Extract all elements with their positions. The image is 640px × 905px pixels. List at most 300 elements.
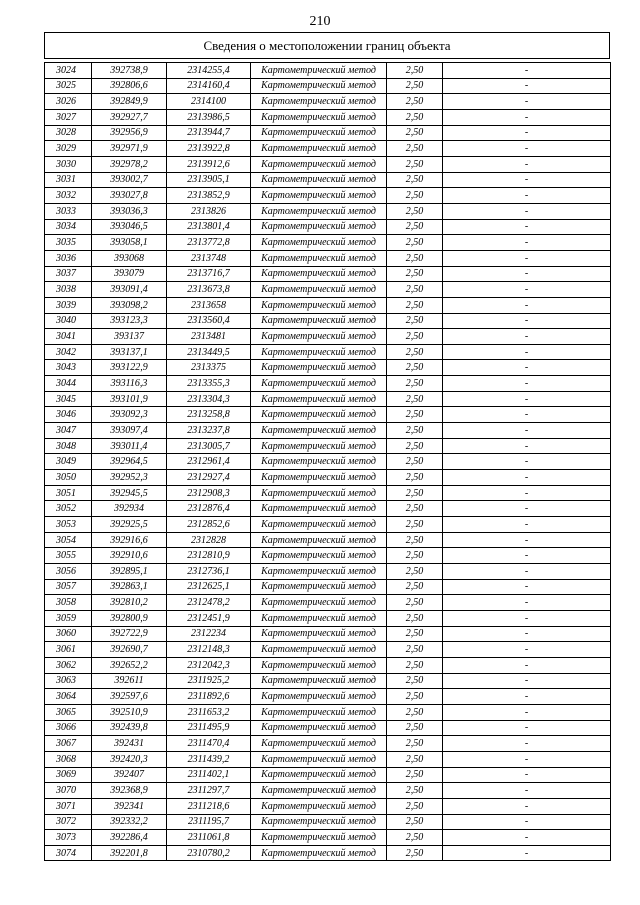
accuracy-cell: 2,50 (387, 579, 443, 595)
table-row (45, 407, 611, 423)
accuracy-cell: 2,50 (387, 266, 443, 282)
description-cell: - (443, 595, 611, 611)
description-cell: - (443, 188, 611, 204)
coord-y-cell: 2313772,8 (167, 235, 251, 251)
point-number-cell: 3072 (45, 814, 92, 830)
table-row (45, 673, 611, 689)
coord-x-cell: 393068 (92, 250, 167, 266)
table-row (45, 156, 611, 172)
point-number-cell: 3074 (45, 845, 92, 861)
coordinates-table-body (45, 63, 611, 861)
method-cell: Картометрический метод (251, 610, 387, 626)
method-cell: Картометрический метод (251, 438, 387, 454)
description-cell: - (443, 673, 611, 689)
coord-x-cell: 392971,9 (92, 141, 167, 157)
coord-y-cell: 2313005,7 (167, 438, 251, 454)
coord-x-cell: 392431 (92, 736, 167, 752)
method-cell: Картометрический метод (251, 767, 387, 783)
point-number-cell: 3070 (45, 783, 92, 799)
method-cell: Картометрический метод (251, 156, 387, 172)
coord-y-cell: 2313922,8 (167, 141, 251, 157)
method-cell: Картометрический метод (251, 219, 387, 235)
coord-x-cell: 392925,5 (92, 517, 167, 533)
accuracy-cell: 2,50 (387, 626, 443, 642)
description-cell: - (443, 532, 611, 548)
accuracy-cell: 2,50 (387, 250, 443, 266)
method-cell: Картометрический метод (251, 63, 387, 79)
coord-x-cell: 392910,6 (92, 548, 167, 564)
table-row (45, 329, 611, 345)
coord-y-cell: 2313826 (167, 203, 251, 219)
accuracy-cell: 2,50 (387, 94, 443, 110)
method-cell: Картометрический метод (251, 391, 387, 407)
accuracy-cell: 2,50 (387, 125, 443, 141)
accuracy-cell: 2,50 (387, 704, 443, 720)
point-number-cell: 3036 (45, 250, 92, 266)
description-cell: - (443, 94, 611, 110)
coord-x-cell: 392738,9 (92, 63, 167, 79)
accuracy-cell: 2,50 (387, 109, 443, 125)
method-cell: Картометрический метод (251, 235, 387, 251)
table-row (45, 297, 611, 313)
coord-x-cell: 392597,6 (92, 689, 167, 705)
point-number-cell: 3056 (45, 564, 92, 580)
point-number-cell: 3037 (45, 266, 92, 282)
accuracy-cell: 2,50 (387, 282, 443, 298)
table-row (45, 109, 611, 125)
point-number-cell: 3073 (45, 830, 92, 846)
coord-y-cell: 2311061,8 (167, 830, 251, 846)
method-cell: Картометрический метод (251, 266, 387, 282)
coord-x-cell: 393116,3 (92, 376, 167, 392)
method-cell: Картометрический метод (251, 830, 387, 846)
coord-y-cell: 2311297,7 (167, 783, 251, 799)
coord-y-cell: 2313852,9 (167, 188, 251, 204)
method-cell: Картометрический метод (251, 736, 387, 752)
accuracy-cell: 2,50 (387, 470, 443, 486)
point-number-cell: 3025 (45, 78, 92, 94)
table-row (45, 642, 611, 658)
table-row (45, 767, 611, 783)
coord-y-cell: 2312234 (167, 626, 251, 642)
coord-x-cell: 392611 (92, 673, 167, 689)
method-cell: Картометрический метод (251, 642, 387, 658)
coord-y-cell: 2311495,9 (167, 720, 251, 736)
coord-y-cell: 2313912,6 (167, 156, 251, 172)
method-cell: Картометрический метод (251, 376, 387, 392)
coord-y-cell: 2312478,2 (167, 595, 251, 611)
table-row (45, 689, 611, 705)
coord-x-cell: 392407 (92, 767, 167, 783)
coord-y-cell: 2311653,2 (167, 704, 251, 720)
coord-y-cell: 2312927,4 (167, 470, 251, 486)
accuracy-cell: 2,50 (387, 235, 443, 251)
coord-x-cell: 393036,3 (92, 203, 167, 219)
description-cell: - (443, 109, 611, 125)
point-number-cell: 3064 (45, 689, 92, 705)
method-cell: Картометрический метод (251, 798, 387, 814)
method-cell: Картометрический метод (251, 172, 387, 188)
table-row (45, 203, 611, 219)
description-cell: - (443, 485, 611, 501)
coord-y-cell: 2313237,8 (167, 423, 251, 439)
point-number-cell: 3042 (45, 344, 92, 360)
accuracy-cell: 2,50 (387, 297, 443, 313)
accuracy-cell: 2,50 (387, 360, 443, 376)
coord-x-cell: 393137 (92, 329, 167, 345)
point-number-cell: 3065 (45, 704, 92, 720)
coord-x-cell: 392722,9 (92, 626, 167, 642)
description-cell: - (443, 783, 611, 799)
description-cell: - (443, 250, 611, 266)
coord-y-cell: 2313673,8 (167, 282, 251, 298)
table-row (45, 517, 611, 533)
point-number-cell: 3046 (45, 407, 92, 423)
coord-y-cell: 2311402,1 (167, 767, 251, 783)
table-row (45, 657, 611, 673)
accuracy-cell: 2,50 (387, 642, 443, 658)
description-cell: - (443, 391, 611, 407)
table-row (45, 704, 611, 720)
accuracy-cell: 2,50 (387, 454, 443, 470)
accuracy-cell: 2,50 (387, 329, 443, 345)
table-row (45, 438, 611, 454)
accuracy-cell: 2,50 (387, 156, 443, 172)
coord-y-cell: 2311470,4 (167, 736, 251, 752)
description-cell: - (443, 830, 611, 846)
coord-y-cell: 2312625,1 (167, 579, 251, 595)
description-cell: - (443, 689, 611, 705)
table-row (45, 313, 611, 329)
coord-x-cell: 392849,9 (92, 94, 167, 110)
coord-x-cell: 392806,6 (92, 78, 167, 94)
coord-x-cell: 393101,9 (92, 391, 167, 407)
point-number-cell: 3038 (45, 282, 92, 298)
coord-y-cell: 2313355,3 (167, 376, 251, 392)
description-cell: - (443, 329, 611, 345)
coord-x-cell: 392863,1 (92, 579, 167, 595)
description-cell: - (443, 564, 611, 580)
point-number-cell: 3053 (45, 517, 92, 533)
accuracy-cell: 2,50 (387, 407, 443, 423)
description-cell: - (443, 407, 611, 423)
accuracy-cell: 2,50 (387, 63, 443, 79)
point-number-cell: 3028 (45, 125, 92, 141)
accuracy-cell: 2,50 (387, 344, 443, 360)
point-number-cell: 3071 (45, 798, 92, 814)
coord-y-cell: 2313560,4 (167, 313, 251, 329)
table-row (45, 360, 611, 376)
coord-y-cell: 2311195,7 (167, 814, 251, 830)
point-number-cell: 3045 (45, 391, 92, 407)
accuracy-cell: 2,50 (387, 610, 443, 626)
accuracy-cell: 2,50 (387, 532, 443, 548)
description-cell: - (443, 657, 611, 673)
coordinates-table (44, 62, 611, 861)
method-cell: Картометрический метод (251, 689, 387, 705)
description-cell: - (443, 767, 611, 783)
description-cell: - (443, 720, 611, 736)
point-number-cell: 3059 (45, 610, 92, 626)
coord-x-cell: 393092,3 (92, 407, 167, 423)
accuracy-cell: 2,50 (387, 219, 443, 235)
table-row (45, 219, 611, 235)
coord-y-cell: 2313944,7 (167, 125, 251, 141)
accuracy-cell: 2,50 (387, 548, 443, 564)
point-number-cell: 3039 (45, 297, 92, 313)
coord-y-cell: 2313716,7 (167, 266, 251, 282)
coord-x-cell: 393097,4 (92, 423, 167, 439)
accuracy-cell: 2,50 (387, 673, 443, 689)
coord-x-cell: 393058,1 (92, 235, 167, 251)
description-cell: - (443, 438, 611, 454)
description-cell: - (443, 78, 611, 94)
coord-y-cell: 2311439,2 (167, 751, 251, 767)
accuracy-cell: 2,50 (387, 783, 443, 799)
accuracy-cell: 2,50 (387, 720, 443, 736)
point-number-cell: 3052 (45, 501, 92, 517)
description-cell: - (443, 470, 611, 486)
accuracy-cell: 2,50 (387, 438, 443, 454)
table-row (45, 94, 611, 110)
coord-x-cell: 393011,4 (92, 438, 167, 454)
accuracy-cell: 2,50 (387, 78, 443, 94)
coord-x-cell: 392800,9 (92, 610, 167, 626)
table-row (45, 391, 611, 407)
method-cell: Картометрический метод (251, 595, 387, 611)
coord-y-cell: 2312876,4 (167, 501, 251, 517)
coord-x-cell: 393137,1 (92, 344, 167, 360)
accuracy-cell: 2,50 (387, 564, 443, 580)
point-number-cell: 3030 (45, 156, 92, 172)
coord-y-cell: 2311218,6 (167, 798, 251, 814)
method-cell: Картометрический метод (251, 626, 387, 642)
description-cell: - (443, 219, 611, 235)
point-number-cell: 3048 (45, 438, 92, 454)
coord-x-cell: 393091,4 (92, 282, 167, 298)
description-cell: - (443, 704, 611, 720)
table-row (45, 548, 611, 564)
accuracy-cell: 2,50 (387, 798, 443, 814)
point-number-cell: 3033 (45, 203, 92, 219)
coord-x-cell: 392964,5 (92, 454, 167, 470)
accuracy-cell: 2,50 (387, 391, 443, 407)
description-cell: - (443, 501, 611, 517)
description-cell: - (443, 626, 611, 642)
method-cell: Картометрический метод (251, 517, 387, 533)
description-cell: - (443, 579, 611, 595)
coord-y-cell: 2312908,3 (167, 485, 251, 501)
table-row (45, 798, 611, 814)
method-cell: Картометрический метод (251, 845, 387, 861)
table-row (45, 454, 611, 470)
coord-x-cell: 392934 (92, 501, 167, 517)
coord-x-cell: 392956,9 (92, 125, 167, 141)
coord-x-cell: 392286,4 (92, 830, 167, 846)
accuracy-cell: 2,50 (387, 736, 443, 752)
table-row (45, 579, 611, 595)
coord-x-cell: 392978,2 (92, 156, 167, 172)
coord-y-cell: 2314100 (167, 94, 251, 110)
method-cell: Картометрический метод (251, 188, 387, 204)
description-cell: - (443, 517, 611, 533)
coord-y-cell: 2313375 (167, 360, 251, 376)
method-cell: Картометрический метод (251, 313, 387, 329)
coord-x-cell: 392810,2 (92, 595, 167, 611)
coord-x-cell: 393079 (92, 266, 167, 282)
point-number-cell: 3049 (45, 454, 92, 470)
description-cell: - (443, 235, 611, 251)
table-row (45, 141, 611, 157)
method-cell: Картометрический метод (251, 454, 387, 470)
table-row (45, 376, 611, 392)
point-number-cell: 3054 (45, 532, 92, 548)
method-cell: Картометрический метод (251, 579, 387, 595)
coord-x-cell: 392652,2 (92, 657, 167, 673)
accuracy-cell: 2,50 (387, 657, 443, 673)
description-cell: - (443, 548, 611, 564)
method-cell: Картометрический метод (251, 720, 387, 736)
method-cell: Картометрический метод (251, 673, 387, 689)
table-row (45, 125, 611, 141)
point-number-cell: 3040 (45, 313, 92, 329)
table-row (45, 485, 611, 501)
point-number-cell: 3032 (45, 188, 92, 204)
coord-x-cell: 392439,8 (92, 720, 167, 736)
description-cell: - (443, 642, 611, 658)
point-number-cell: 3067 (45, 736, 92, 752)
table-row (45, 532, 611, 548)
coord-y-cell: 2312828 (167, 532, 251, 548)
table-row (45, 814, 611, 830)
table-row (45, 595, 611, 611)
point-number-cell: 3068 (45, 751, 92, 767)
coord-y-cell: 2313748 (167, 250, 251, 266)
coord-y-cell: 2313986,5 (167, 109, 251, 125)
accuracy-cell: 2,50 (387, 376, 443, 392)
method-cell: Картометрический метод (251, 564, 387, 580)
description-cell: - (443, 266, 611, 282)
description-cell: - (443, 282, 611, 298)
accuracy-cell: 2,50 (387, 845, 443, 861)
section-title: Сведения о местоположении границ объекта (44, 32, 610, 59)
point-number-cell: 3062 (45, 657, 92, 673)
coord-y-cell: 2311892,6 (167, 689, 251, 705)
point-number-cell: 3024 (45, 63, 92, 79)
table-row (45, 344, 611, 360)
coord-x-cell: 392916,6 (92, 532, 167, 548)
coord-y-cell: 2313304,3 (167, 391, 251, 407)
accuracy-cell: 2,50 (387, 423, 443, 439)
point-number-cell: 3029 (45, 141, 92, 157)
table-row (45, 845, 611, 861)
method-cell: Картометрический метод (251, 329, 387, 345)
method-cell: Картометрический метод (251, 704, 387, 720)
description-cell: - (443, 736, 611, 752)
description-cell: - (443, 376, 611, 392)
accuracy-cell: 2,50 (387, 172, 443, 188)
coord-y-cell: 2313905,1 (167, 172, 251, 188)
method-cell: Картометрический метод (251, 203, 387, 219)
accuracy-cell: 2,50 (387, 751, 443, 767)
coord-x-cell: 392201,8 (92, 845, 167, 861)
description-cell: - (443, 156, 611, 172)
description-cell: - (443, 125, 611, 141)
method-cell: Картометрический метод (251, 532, 387, 548)
method-cell: Картометрический метод (251, 78, 387, 94)
coord-y-cell: 2313801,4 (167, 219, 251, 235)
description-cell: - (443, 423, 611, 439)
coord-y-cell: 2312852,6 (167, 517, 251, 533)
coord-x-cell: 392927,7 (92, 109, 167, 125)
point-number-cell: 3061 (45, 642, 92, 658)
coord-y-cell: 2314160,4 (167, 78, 251, 94)
method-cell: Картометрический метод (251, 282, 387, 298)
coord-y-cell: 2312148,3 (167, 642, 251, 658)
coord-x-cell: 392895,1 (92, 564, 167, 580)
coord-y-cell: 2312042,3 (167, 657, 251, 673)
method-cell: Картометрический метод (251, 360, 387, 376)
coord-x-cell: 392341 (92, 798, 167, 814)
coord-x-cell: 392510,9 (92, 704, 167, 720)
accuracy-cell: 2,50 (387, 689, 443, 705)
method-cell: Картометрический метод (251, 783, 387, 799)
point-number-cell: 3043 (45, 360, 92, 376)
point-number-cell: 3026 (45, 94, 92, 110)
table-row (45, 720, 611, 736)
coord-y-cell: 2313449,5 (167, 344, 251, 360)
method-cell: Картометрический метод (251, 548, 387, 564)
description-cell: - (443, 313, 611, 329)
coord-y-cell: 2313258,8 (167, 407, 251, 423)
method-cell: Картометрический метод (251, 814, 387, 830)
description-cell: - (443, 141, 611, 157)
coord-x-cell: 392690,7 (92, 642, 167, 658)
description-cell: - (443, 610, 611, 626)
coord-x-cell: 392952,3 (92, 470, 167, 486)
method-cell: Картометрический метод (251, 407, 387, 423)
method-cell: Картометрический метод (251, 125, 387, 141)
page-number: 210 (309, 14, 331, 29)
table-row (45, 470, 611, 486)
table-row (45, 610, 611, 626)
table-row (45, 423, 611, 439)
point-number-cell: 3055 (45, 548, 92, 564)
point-number-cell: 3027 (45, 109, 92, 125)
coord-x-cell: 392945,5 (92, 485, 167, 501)
accuracy-cell: 2,50 (387, 595, 443, 611)
point-number-cell: 3066 (45, 720, 92, 736)
point-number-cell: 3069 (45, 767, 92, 783)
method-cell: Картометрический метод (251, 141, 387, 157)
table-row (45, 751, 611, 767)
table-row (45, 188, 611, 204)
description-cell: - (443, 172, 611, 188)
table-row (45, 282, 611, 298)
coord-x-cell: 393002,7 (92, 172, 167, 188)
method-cell: Картометрический метод (251, 250, 387, 266)
point-number-cell: 3063 (45, 673, 92, 689)
method-cell: Картометрический метод (251, 751, 387, 767)
accuracy-cell: 2,50 (387, 203, 443, 219)
description-cell: - (443, 297, 611, 313)
description-cell: - (443, 845, 611, 861)
table-row (45, 783, 611, 799)
method-cell: Картометрический метод (251, 657, 387, 673)
coord-x-cell: 393098,2 (92, 297, 167, 313)
point-number-cell: 3051 (45, 485, 92, 501)
table-row (45, 626, 611, 642)
